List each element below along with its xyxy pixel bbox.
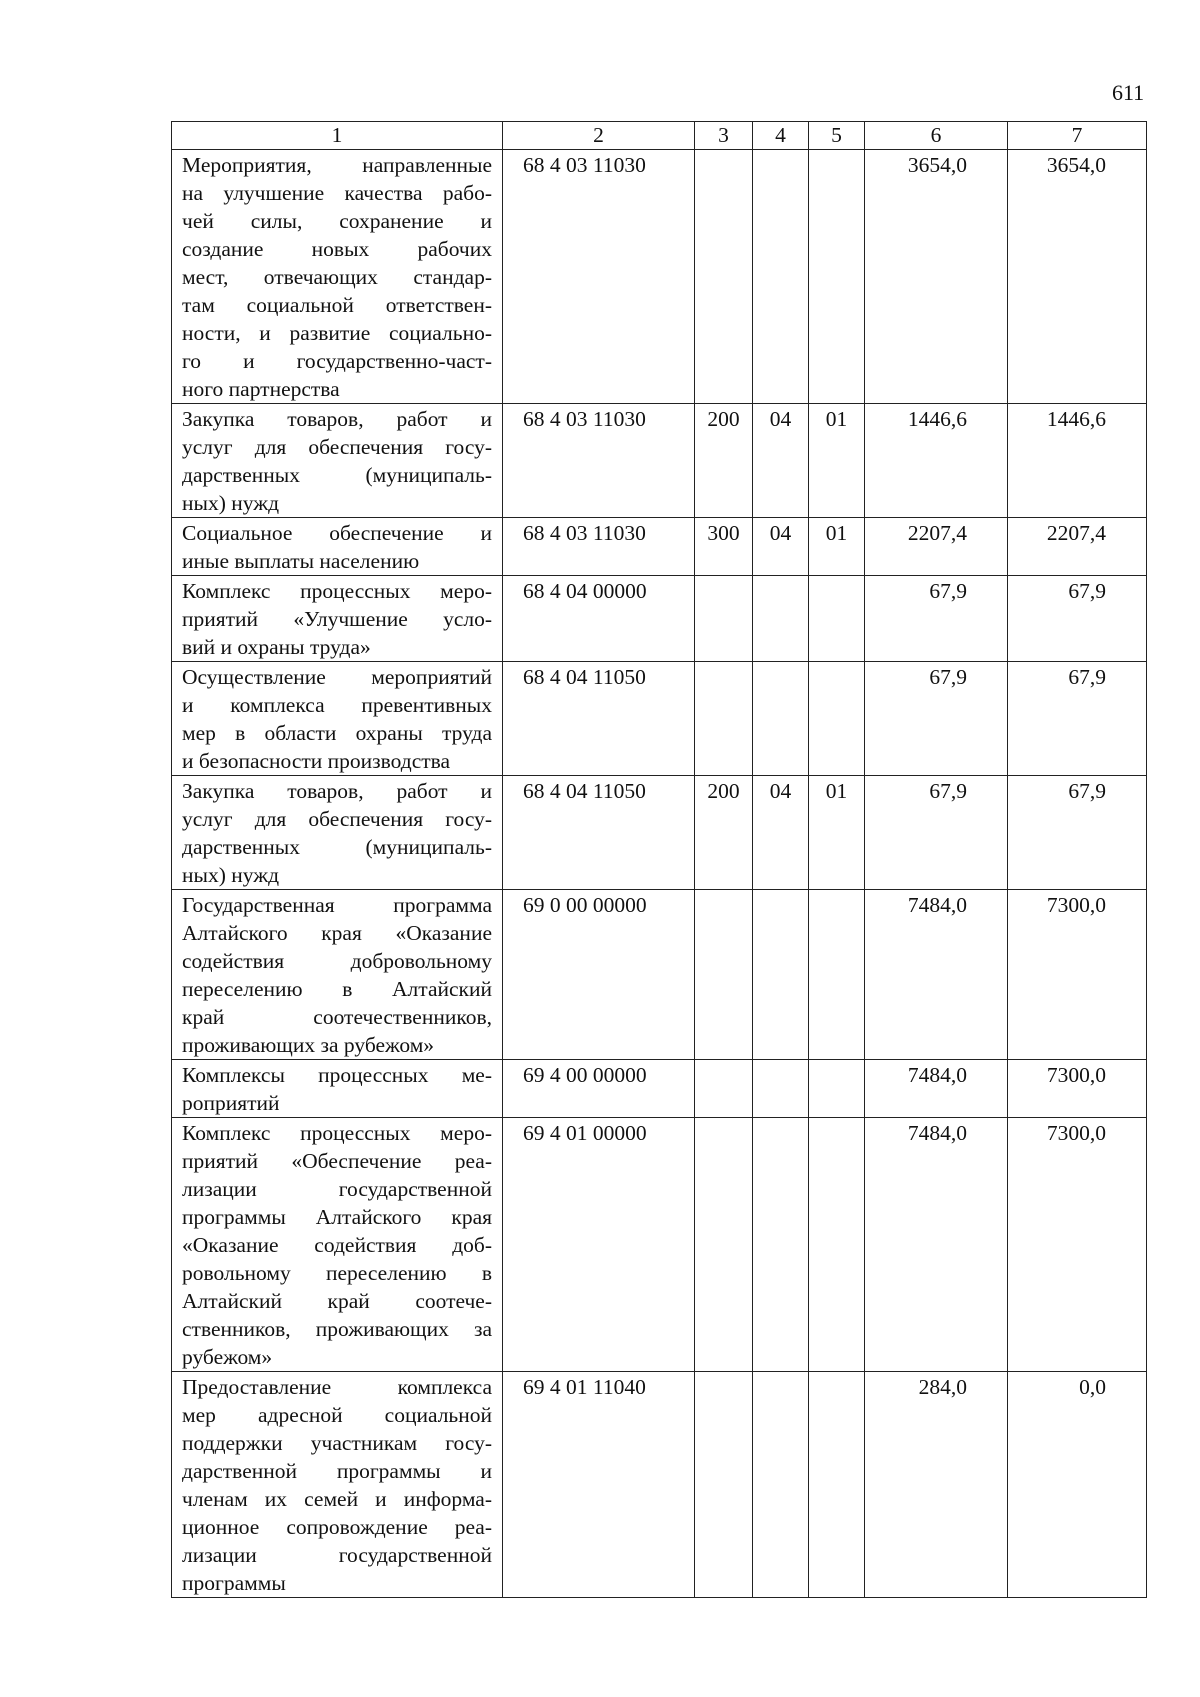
row-name-line: рубежом» — [182, 1345, 273, 1369]
table-body — [172, 122, 1147, 1598]
row-col3-cell: 200 — [695, 776, 753, 890]
row-col3-cell — [695, 576, 753, 662]
column-number-3: 3 — [695, 122, 753, 150]
table-row — [172, 776, 1147, 890]
table-row — [172, 576, 1147, 662]
row-col4-cell — [753, 662, 809, 776]
row-value6-cell: 7484,0 — [865, 1118, 1008, 1372]
row-col3-cell: 200 — [695, 404, 753, 518]
row-name-cell — [172, 662, 503, 776]
row-name-line: там социальной ответствен- — [182, 293, 492, 317]
row-name-cell — [172, 576, 503, 662]
row-col5-cell — [809, 1118, 865, 1372]
table-row — [172, 518, 1147, 576]
row-name-line: дарственных (муниципаль- — [182, 463, 492, 487]
row-name-line: Социальное обеспечение и — [182, 521, 492, 545]
row-value6-cell: 67,9 — [865, 776, 1008, 890]
row-name-line: содействия добровольному — [182, 949, 492, 973]
row-col3-cell — [695, 662, 753, 776]
column-number-1: 1 — [172, 122, 503, 150]
row-name-line: Предоставление комплекса — [182, 1375, 492, 1399]
row-code-cell: 68 4 03 11030 — [503, 150, 695, 404]
row-name-line: дарственной программы и — [182, 1459, 492, 1483]
row-col5-cell — [809, 576, 865, 662]
column-number-5: 5 — [809, 122, 865, 150]
row-col3-cell — [695, 1372, 753, 1598]
row-name-line: и комплекса превентивных — [182, 693, 492, 717]
row-name-line: мест, отвечающих стандар- — [182, 265, 492, 289]
row-code-cell: 69 0 00 00000 — [503, 890, 695, 1060]
row-name-line: Осуществление мероприятий — [182, 665, 492, 689]
column-number-7: 7 — [1008, 122, 1147, 150]
table-row — [172, 404, 1147, 518]
row-name-line: иные выплаты населению — [182, 549, 420, 573]
row-name-line: проживающих за рубежом» — [182, 1033, 435, 1057]
row-name-line: программы Алтайского края — [182, 1205, 492, 1229]
row-name-line: на улучшение качества рабо- — [182, 181, 492, 205]
column-number-4: 4 — [753, 122, 809, 150]
row-value7-cell: 7300,0 — [1008, 890, 1147, 1060]
row-name-line: Комплексы процессных ме- — [182, 1063, 492, 1087]
row-code-cell: 69 4 01 11040 — [503, 1372, 695, 1598]
row-name-line: услуг для обеспечения госу- — [182, 435, 492, 459]
row-name-cell — [172, 1060, 503, 1118]
column-number-row — [172, 122, 1147, 150]
row-col5-cell: 01 — [809, 776, 865, 890]
row-col3-cell — [695, 1060, 753, 1118]
row-col5-cell — [809, 1060, 865, 1118]
row-value6-cell: 67,9 — [865, 576, 1008, 662]
row-col3-cell — [695, 150, 753, 404]
row-col3-cell: 300 — [695, 518, 753, 576]
row-value6-cell: 1446,6 — [865, 404, 1008, 518]
row-col5-cell: 01 — [809, 404, 865, 518]
row-name-line: Государственная программа — [182, 893, 492, 917]
row-code-cell: 68 4 03 11030 — [503, 518, 695, 576]
table-row — [172, 890, 1147, 1060]
row-value7-cell: 67,9 — [1008, 576, 1147, 662]
row-name-line: Мероприятия, направленные — [182, 153, 492, 177]
budget-table — [171, 121, 1147, 1598]
row-name-line: лизации государственной — [182, 1543, 492, 1567]
row-name-line: приятий «Обеспечение реа- — [182, 1149, 492, 1173]
table-row — [172, 150, 1147, 404]
row-value7-cell: 67,9 — [1008, 662, 1147, 776]
table-row — [172, 1060, 1147, 1118]
row-col5-cell — [809, 890, 865, 1060]
row-value6-cell: 284,0 — [865, 1372, 1008, 1598]
row-name-line: создание новых рабочих — [182, 237, 492, 261]
row-col4-cell — [753, 1118, 809, 1372]
row-col4-cell — [753, 150, 809, 404]
row-name-line: Алтайского края «Оказание — [182, 921, 492, 945]
row-value6-cell: 67,9 — [865, 662, 1008, 776]
row-col4-cell: 04 — [753, 776, 809, 890]
row-name-cell — [172, 1118, 503, 1372]
row-value6-cell: 3654,0 — [865, 150, 1008, 404]
row-col3-cell — [695, 1118, 753, 1372]
row-name-line: Алтайский край соотече- — [182, 1289, 492, 1313]
table-row — [172, 1372, 1147, 1598]
column-number-2: 2 — [503, 122, 695, 150]
row-name-line: мер в области охраны труда — [182, 721, 492, 745]
row-col3-cell — [695, 890, 753, 1060]
table-row — [172, 1118, 1147, 1372]
row-name-line: ственников, проживающих за — [182, 1317, 492, 1341]
row-name-line: Комплекс процессных меро- — [182, 579, 492, 603]
row-code-cell: 68 4 04 00000 — [503, 576, 695, 662]
row-value7-cell: 67,9 — [1008, 776, 1147, 890]
row-code-cell: 68 4 03 11030 — [503, 404, 695, 518]
row-value7-cell: 3654,0 — [1008, 150, 1147, 404]
row-name-cell — [172, 404, 503, 518]
row-name-line: приятий «Улучшение усло- — [182, 607, 492, 631]
row-col4-cell — [753, 1372, 809, 1598]
row-col5-cell — [809, 1372, 865, 1598]
row-col4-cell: 04 — [753, 404, 809, 518]
row-value6-cell: 7484,0 — [865, 1060, 1008, 1118]
row-name-line: ных) нужд — [182, 491, 280, 515]
page-number: 611 — [1112, 80, 1145, 105]
row-name-line: ционное сопровождение реа- — [182, 1515, 492, 1539]
table-row — [172, 662, 1147, 776]
row-name-line: программы — [182, 1571, 286, 1595]
row-name-line: «Оказание содействия доб- — [182, 1233, 492, 1257]
row-col5-cell: 01 — [809, 518, 865, 576]
row-value6-cell: 2207,4 — [865, 518, 1008, 576]
row-name-line: Комплекс процессных меро- — [182, 1121, 492, 1145]
row-code-cell: 68 4 04 11050 — [503, 776, 695, 890]
row-value7-cell: 2207,4 — [1008, 518, 1147, 576]
row-name-cell — [172, 150, 503, 404]
row-code-cell: 69 4 01 00000 — [503, 1118, 695, 1372]
row-col4-cell — [753, 890, 809, 1060]
row-code-cell: 68 4 04 11050 — [503, 662, 695, 776]
row-value7-cell: 7300,0 — [1008, 1060, 1147, 1118]
row-value7-cell: 1446,6 — [1008, 404, 1147, 518]
row-name-line: ровольному переселению в — [182, 1261, 492, 1285]
row-code-cell: 69 4 00 00000 — [503, 1060, 695, 1118]
row-col4-cell — [753, 576, 809, 662]
column-number-6: 6 — [865, 122, 1008, 150]
row-value7-cell: 7300,0 — [1008, 1118, 1147, 1372]
row-name-line: вий и охраны труда» — [182, 635, 371, 659]
row-name-line: дарственных (муниципаль- — [182, 835, 492, 859]
row-name-line: поддержки участникам госу- — [182, 1431, 492, 1455]
row-name-line: роприятий — [182, 1091, 280, 1115]
row-name-line: Закупка товаров, работ и — [182, 779, 492, 803]
row-name-cell — [172, 890, 503, 1060]
row-name-line: лизации государственной — [182, 1177, 492, 1201]
row-name-cell — [172, 776, 503, 890]
row-name-cell — [172, 518, 503, 576]
row-name-line: го и государственно-част- — [182, 349, 492, 373]
row-name-line: членам их семей и информа- — [182, 1487, 492, 1511]
row-name-line: чей силы, сохранение и — [182, 209, 492, 233]
row-name-line: ного партнерства — [182, 377, 340, 401]
row-value7-cell: 0,0 — [1008, 1372, 1147, 1598]
row-value6-cell: 7484,0 — [865, 890, 1008, 1060]
row-name-line: мер адресной социальной — [182, 1403, 492, 1427]
row-name-line: и безопасности производства — [182, 749, 451, 773]
row-col5-cell — [809, 150, 865, 404]
row-name-line: край соотечественников, — [182, 1005, 492, 1029]
row-col5-cell — [809, 662, 865, 776]
row-col4-cell — [753, 1060, 809, 1118]
row-name-line: Закупка товаров, работ и — [182, 407, 492, 431]
row-name-cell — [172, 1372, 503, 1598]
row-name-line: переселению в Алтайский — [182, 977, 492, 1001]
row-col4-cell: 04 — [753, 518, 809, 576]
row-name-line: услуг для обеспечения госу- — [182, 807, 492, 831]
row-name-line: ных) нужд — [182, 863, 280, 887]
row-name-line: ности, и развитие социально- — [182, 321, 492, 345]
